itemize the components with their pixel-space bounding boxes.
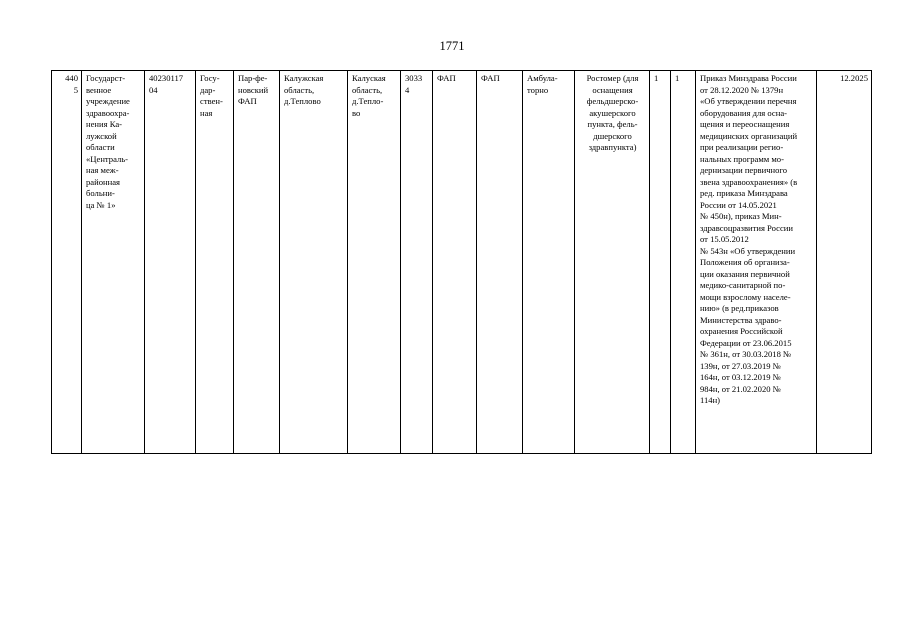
cell-quantity-1 [650, 71, 671, 454]
cell-line: Ростомер (для [586, 73, 639, 83]
cell-line: 12.2025 [840, 73, 868, 83]
cell-line: медицинских организаций [700, 130, 798, 141]
cell-line: при реализации регио- [700, 142, 784, 152]
cell-line: Пар-фе- [238, 73, 268, 83]
cell-line: Калуская [352, 73, 386, 83]
cell-code [145, 71, 196, 454]
cell-line: 164н, от 03.12.2019 № [700, 372, 781, 382]
cell-line: от 28.12.2020 № 1379н [700, 84, 784, 95]
cell-institution [82, 71, 145, 454]
cell-line: область, [284, 84, 315, 95]
cell-line: 40230117 [149, 73, 184, 83]
cell-line: звена здравоохранения» (в [700, 176, 798, 187]
cell-line: оснащения [592, 84, 633, 95]
cell-line: 440 [65, 73, 78, 83]
cell-line: ции оказания первичной [700, 268, 790, 279]
cell-line: России от 14.05.2021 [700, 199, 777, 210]
cell-deadline [817, 71, 872, 454]
cell-line: области [86, 142, 115, 152]
cell-care-type [523, 71, 575, 454]
cell-line: «Об утверждении перечня [700, 96, 797, 106]
cell-line: 4 [405, 84, 410, 95]
cell-line: новский [238, 84, 269, 95]
cell-line: ствен- [200, 96, 223, 106]
cell-line: ца № 1» [86, 199, 116, 210]
cell-line: № 361н, от 30.03.2018 № [700, 349, 792, 359]
cell-equipment [575, 71, 650, 454]
cell-line: дшерского [593, 130, 632, 141]
cell-line: охранения Российской [700, 326, 783, 336]
cell-type-1 [433, 71, 477, 454]
cell-locality [348, 71, 401, 454]
cell-line: здравпункта) [588, 142, 637, 152]
cell-line: ная меж- [86, 165, 119, 175]
cell-line: 04 [149, 84, 158, 95]
cell-line: венное [86, 84, 112, 95]
cell-ownership [196, 71, 234, 454]
cell-line: ФАП [481, 73, 500, 83]
cell-line: Калужская [284, 73, 324, 83]
cell-line: ред. приказа Минздрава [700, 188, 788, 198]
cell-line: Амбула- [527, 73, 558, 83]
cell-line: районная [86, 176, 120, 187]
cell-index [401, 71, 433, 454]
cell-line: здравоохра- [86, 107, 130, 118]
cell-line: пункта, фель- [587, 119, 638, 129]
cell-line: от 15.05.2012 [700, 234, 749, 244]
cell-line: ФАП [238, 96, 257, 106]
cell-line: 139н, от 27.03.2019 № [700, 360, 781, 371]
cell-line: мощи взрослому населе- [700, 291, 791, 302]
cell-type-2 [477, 71, 523, 454]
cell-line: 114н) [700, 395, 721, 405]
page-number: 1771 [439, 39, 465, 53]
cell-line: нальных программ мо- [700, 153, 784, 164]
cell-line: торно [527, 84, 549, 95]
cell-line: учреждение [86, 96, 130, 106]
cell-legal-basis [696, 71, 817, 454]
table-row [52, 71, 872, 454]
cell-line: д.Теплово [284, 96, 321, 106]
cell-line: «Централь- [86, 153, 129, 164]
cell-address [280, 71, 348, 454]
cell-quantity-2 [671, 71, 696, 454]
cell-line: Госу- [200, 73, 220, 83]
cell-line: Федерации от 23.06.2015 [700, 337, 792, 348]
equipment-registry-table [51, 70, 872, 454]
cell-line: оборудования для осна- [700, 107, 787, 118]
cell-line: фельдшерско- [586, 96, 639, 106]
cell-line: ФАП [437, 73, 456, 83]
cell-line: больни- [86, 188, 115, 198]
cell-line: нию» (в ред.приказов [700, 303, 779, 313]
cell-line: 5 [73, 84, 78, 95]
cell-line: медико-санитарной по- [700, 280, 786, 290]
cell-line: во [352, 107, 361, 118]
cell-line: 1 [675, 73, 680, 83]
cell-line: здравсоцразвития России [700, 222, 793, 233]
cell-line: № 450н), приказ Мин- [700, 211, 782, 221]
cell-line: 984н, от 21.02.2020 № [700, 383, 781, 394]
cell-line: д.Тепло- [352, 96, 384, 106]
cell-line: дернизации первичного [700, 165, 788, 175]
cell-line: область, [352, 84, 383, 95]
cell-line: ная [200, 107, 213, 118]
cell-line: нения Ка- [86, 119, 123, 129]
cell-line: № 543н «Об утверждении [700, 245, 796, 256]
cell-line: дар- [200, 84, 216, 95]
cell-line: 3033 [405, 73, 423, 83]
cell-line: щения и переоснащения [700, 119, 790, 129]
cell-line: лужской [86, 130, 117, 141]
cell-subdivision [234, 71, 280, 454]
cell-line: Положения об организа- [700, 257, 790, 267]
cell-line: 1 [654, 73, 659, 83]
cell-line: Министерства здраво- [700, 314, 782, 325]
cell-line: Государст- [86, 73, 126, 83]
cell-line: Приказ Минздрава России [700, 73, 797, 83]
cell-line: акушерского [589, 107, 636, 118]
cell-row-number [52, 71, 82, 454]
